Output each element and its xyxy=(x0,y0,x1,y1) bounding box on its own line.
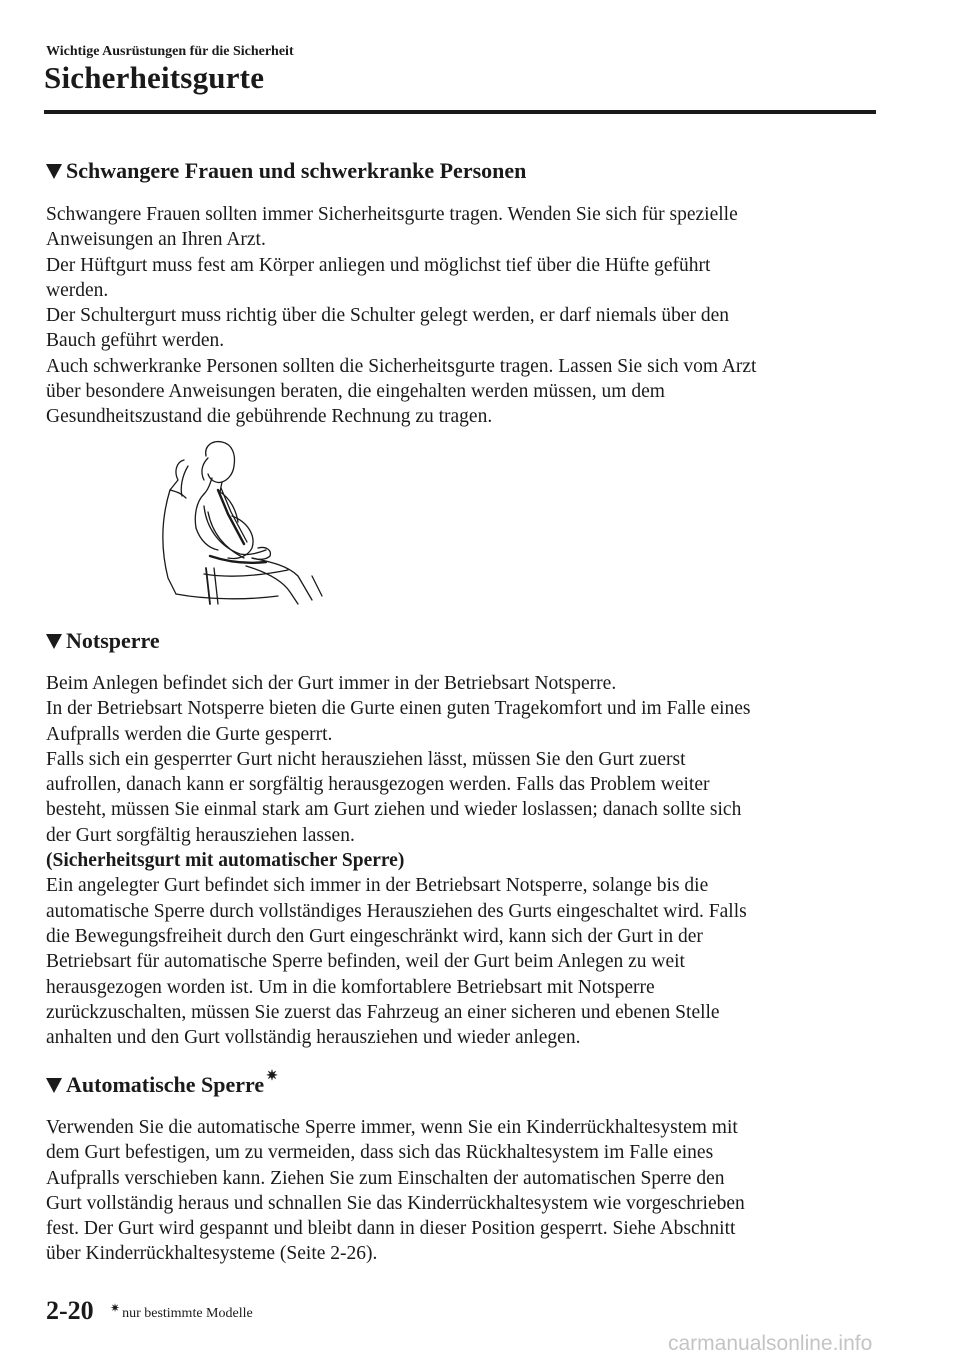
section-heading-text: Notsperre xyxy=(66,628,160,653)
chapter-label: Wichtige Ausrüstungen für die Sicherheit xyxy=(46,44,294,59)
text-line: über besondere Anweisungen beraten, die eingehalten werden müssen, um dem xyxy=(46,381,665,403)
section-heading-text: Schwangere Frauen und schwerkranke Personen xyxy=(66,158,527,183)
text-line: Verwenden Sie die automatische Sperre immer, wenn Sie ein Kinderrückhaltesystem mit xyxy=(46,1117,738,1138)
pregnant-woman-seatbelt-illustration xyxy=(148,436,328,606)
text-line: zurückzuschalten, müssen Sie zuerst das Fahrzeug an einer sicheren und ebenen Stelle xyxy=(46,1001,720,1023)
text-line: Schwangere Frauen sollten immer Sicherheitsgurte tragen. Wenden Sie sich für spezielle xyxy=(46,204,738,225)
section-heading-automatische-sperre xyxy=(46,1068,278,1098)
text-line: In der Betriebsart Notsperre bieten die Gurte einen guten Tragekomfort und im Falle eines xyxy=(46,698,751,720)
page-number: 2-20 xyxy=(46,1296,94,1325)
text-line: Ein angelegter Gurt befindet sich immer in der Betriebsart Notsperre, solange bis die xyxy=(46,875,709,897)
text-line: Bauch geführt werden. xyxy=(46,330,225,352)
page-title: Sicherheitsgurte xyxy=(44,60,265,95)
triangle-down-icon xyxy=(46,1078,62,1093)
section-heading-text: Automatische Sperre xyxy=(66,1072,265,1097)
section-body-notsperre xyxy=(46,671,882,1050)
text-line: Gesundheitszustand die gebührende Rechnung zu tragen. xyxy=(46,406,493,428)
text-line: Falls sich ein gesperrter Gurt nicht herausziehen lässt, müssen Sie den Gurt zuerst xyxy=(46,748,686,770)
subheading-line: (Sicherheitsgurt mit automatischer Sperre) xyxy=(46,850,405,872)
text-line: Anweisungen an Ihren Arzt. xyxy=(46,229,266,251)
text-line: über Kinderrückhaltesysteme (Seite 2-26). xyxy=(46,1243,378,1265)
text-line: Der Hüftgurt muss fest am Körper anliegen und möglichst tief über die Hüfte geführt xyxy=(46,254,711,276)
section-body-pregnant xyxy=(46,202,882,430)
text-line: die Bewegungsfreiheit durch den Gurt eingeschränkt wird, kann sich der Gurt in der xyxy=(46,925,703,947)
section-heading-notsperre xyxy=(46,628,160,654)
text-line: automatische Sperre durch vollständiges Herausziehen des Gurts eingeschaltet wird. Falls xyxy=(46,900,747,922)
asterisk-icon: ✷ xyxy=(110,1301,121,1315)
footnote xyxy=(110,1301,253,1322)
watermark-link[interactable]: carmanualsonline.info xyxy=(668,1332,873,1355)
text-line: fest. Der Gurt wird gespannt und bleibt dann in dieser Position gesperrt. Siehe Abschnitt xyxy=(46,1218,736,1240)
triangle-down-icon xyxy=(46,634,62,649)
text-line: Der Schultergurt muss richtig über die Schulter gelegt werden, er darf niemals über den xyxy=(46,305,730,327)
text-line: aufrollen, danach kann er sorgfältig herausgezogen werden. Falls das Problem weiter xyxy=(46,774,710,796)
section-heading-pregnant xyxy=(46,158,526,184)
text-line: Aufpralls werden die Gurte gesperrt. xyxy=(46,723,333,745)
text-line: Aufpralls verschieben kann. Ziehen Sie zum Einschalten der automatischen Sperre den xyxy=(46,1167,725,1189)
text-line: der Gurt sorgfältig herausziehen lassen. xyxy=(46,824,355,846)
text-line: werden. xyxy=(46,279,109,301)
text-line: Gurt vollständig heraus und schnallen Sie das Kinderrückhaltesystem wie vorgeschrieben xyxy=(46,1192,745,1214)
text-line: anhalten und den Gurt vollständig herausziehen und wieder anlegen. xyxy=(46,1027,581,1049)
text-line: besteht, müssen Sie einmal stark am Gurt ziehen und wieder loslassen; danach sollte sich xyxy=(46,799,742,821)
text-line: dem Gurt befestigen, um zu vermeiden, dass sich das Rückhaltesystem im Falle eines xyxy=(46,1142,714,1164)
text-line: Auch schwerkranke Personen sollten die Sicherheitsgurte tragen. Lassen Sie sich vom Arzt xyxy=(46,355,757,377)
asterisk-icon: ✷ xyxy=(266,1068,278,1084)
title-divider xyxy=(44,110,876,114)
footnote-text: nur bestimmte Modelle xyxy=(122,1306,253,1321)
text-line: Beim Anlegen befindet sich der Gurt immer in der Betriebsart Notsperre. xyxy=(46,673,617,694)
triangle-down-icon xyxy=(46,164,62,179)
text-line: Betriebsart für automatische Sperre befinden, weil der Gurt beim Anlegen zu weit xyxy=(46,951,685,973)
section-body-automatische-sperre xyxy=(46,1115,882,1267)
text-line: herausgezogen worden ist. Um in die komfortablere Betriebsart mit Notsperre xyxy=(46,976,655,998)
